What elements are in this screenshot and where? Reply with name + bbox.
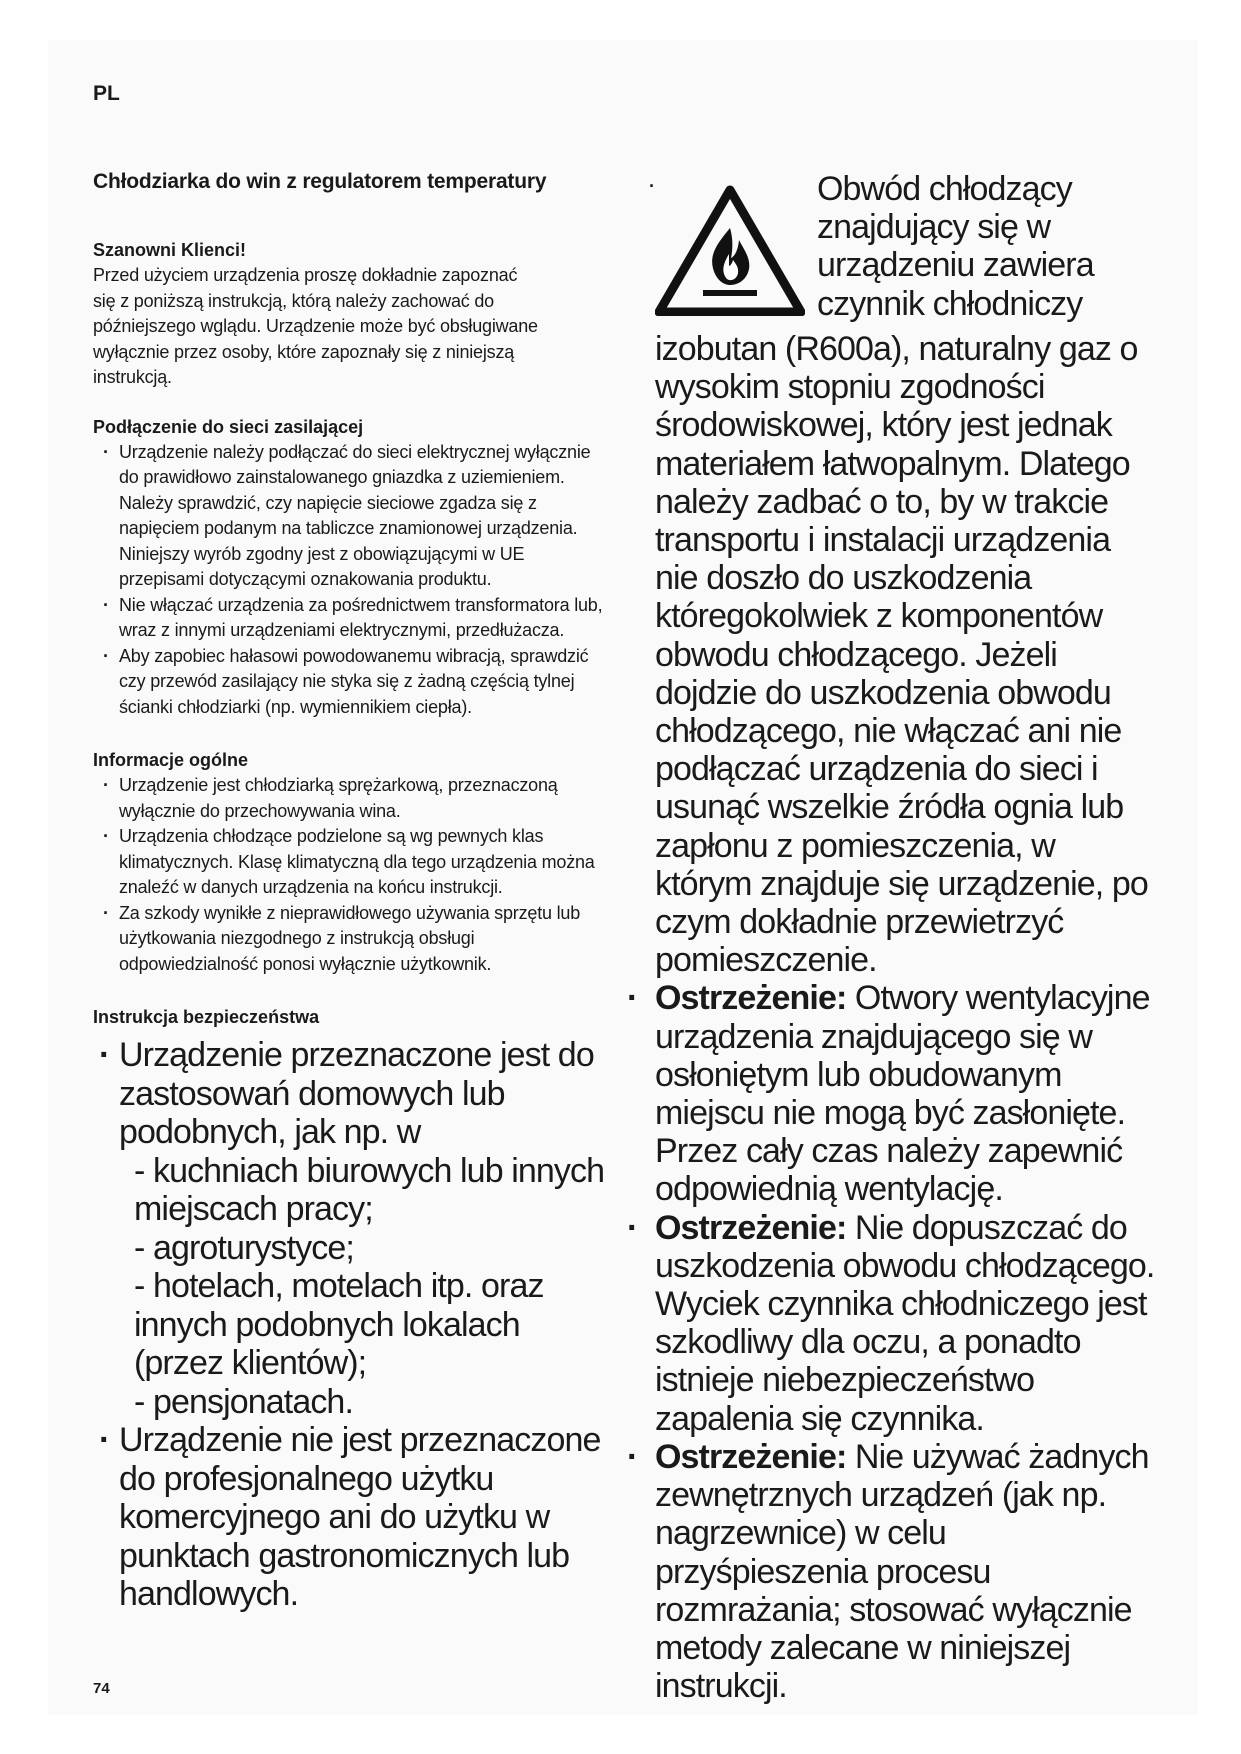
greeting-line: wyłącznie przez osoby, które zapoznały się z niniejszą <box>93 341 515 362</box>
warning-label: Ostrzeżenie: <box>655 1208 847 1247</box>
warning-text: Nie używać żadnych zewnętrznych urządzeń (jak np. nagrzewnice) w celu przyśpieszenia procesu rozmrażania; stosować wyłącznie metody zalecane w niniejszej instrukcji. <box>655 1437 1149 1706</box>
warning-intro: Obwód chłodzący znajdujący się w urządzeniu zawiera czynnik chłodniczy <box>817 170 1094 323</box>
warning-label: Ostrzeżenie: <box>655 979 847 1018</box>
list-item: · Urządzenie należy podłączać do sieci elektrycznej wyłącznie do prawidłowo zainstalowanego gniazdka z uziemieniem. Należy sprawdzić, czy napięcie sieciowe zgadza się z napięciem podanym na tabliczce znamionowej urządzenia. Niniejszy wyrób zgodny jest z obowiązującymi w UE przepisami dotyczącymi oznakowania produktu. <box>93 440 613 593</box>
list-item: · Za szkody wynikłe z nieprawidłowego używania sprzętu lub użytkowania niezgodnego z instrukcją obsługi odpowiedzialność ponosi wyłącznie użytkownik. <box>93 901 613 978</box>
general-list <box>93 773 613 977</box>
list-item <box>93 1036 613 1421</box>
power-heading: Podłączenie do sieci zasilającej <box>93 416 364 437</box>
usage-sublist <box>119 1152 613 1422</box>
list-item: · Nie włączać urządzenia za pośrednictwem transformatora lub, wraz z innymi urządzeniami elektrycznymi, przedłużacza. <box>93 593 613 644</box>
safety-list <box>93 1036 613 1614</box>
warnings-list <box>655 979 1155 1705</box>
list-item: · Aby zapobiec hałasowi powodowanemu wibracją, sprawdzić czy przewód zasilający nie styka się z żadną częścią tylnej ścianki chłodziarki (np. wymiennikiem ciepła). <box>93 644 613 721</box>
sub-item: - kuchniach biurowych lub innych miejscach pracy; <box>134 1151 605 1228</box>
flammable-warning-block: · Obwód chłodzący znajdujący się w urządzeniu zawiera czynnik chłodniczy <box>655 170 1155 330</box>
warning-item <box>655 979 1155 1208</box>
warning-item <box>655 1209 1155 1438</box>
list-item: · Urządzenie jest chłodziarką sprężarkową, przeznaczoną wyłącznie do przechowywania wina. <box>93 773 613 824</box>
greeting-line: instrukcją. <box>93 367 172 387</box>
warning-item <box>655 1438 1155 1705</box>
warning-text: Nie dopuszczać do uszkodzenia obwodu chłodzącego. Wyciek czynnika chłodniczego jest szkodliwy dla oczu, a ponadto istnieje niebezpieczeństwo zapalenia się czynnika. <box>655 1208 1155 1438</box>
list-item: · Urządzenie nie jest przeznaczone do profesjonalnego użytku komercyjnego ani do użytku w punktach gastronomicznych lub handlowych. <box>93 1421 613 1614</box>
greeting-line: Przed użyciem urządzenia proszę dokładnie zapoznać <box>93 265 518 285</box>
safety-item-text: Urządzenie przeznaczone jest do zastosowań domowych lub podobnych, jak np. w <box>119 1036 594 1151</box>
sub-item: - pensjonatach. <box>134 1382 353 1421</box>
flammable-warning-icon <box>655 184 805 316</box>
warning-continuation: izobutan (R600a), naturalny gaz o wysokim stopniu zgodności środowiskowej, który jest jednak materiałem łatwopalnym. Dlatego należy zadbać o to, by w trakcie transportu i instalacji urządzenia nie doszło do uszkodzenia któregokolwiek z komponentów obwodu chłodzącego. Jeżeli dojdzie do uszkodzenia obwodu chłodzącego, nie włączać ani nie podłączać urządzenia do sieci i usunąć wszelkie źródła ognia lub zapłonu z pomieszczenia, w którym znajduje się urządzenie, po czym dokładnie przewietrzyć pomieszczenie. <box>655 330 1148 980</box>
greeting-line: się z poniższą instrukcją, którą należy zachować do <box>93 290 494 311</box>
safety-heading: Instrukcja bezpieczeństwa <box>93 1007 320 1027</box>
sub-item: - agroturystyce; <box>134 1228 354 1267</box>
language-code: PL <box>93 82 120 105</box>
document-title: Chłodziarka do win z regulatorem temperatury <box>93 170 547 193</box>
warning-text: Otwory wentylacyjne urządzenia znajdującego się w osłoniętym lub obudowanym miejscu nie mogą być zasłonięte. Przez cały czas należy zapewnić odpowiednią wentylację. <box>655 979 1150 1209</box>
greeting-heading: Szanowni Klienci! <box>93 240 247 260</box>
greeting-line: późniejszego wglądu. Urządzenie może być obsługiwane <box>93 316 538 336</box>
right-column <box>649 170 1155 1706</box>
general-heading: Informacje ogólne <box>93 750 249 770</box>
left-column <box>93 170 613 1614</box>
power-list <box>93 440 613 721</box>
sub-item: - hotelach, motelach itp. oraz innych podobnych lokalach (przez klientów); <box>134 1267 544 1382</box>
page-number: 74 <box>93 1680 110 1697</box>
warning-label: Ostrzeżenie: <box>655 1437 847 1476</box>
list-item: · Urządzenia chłodzące podzielone są wg pewnych klas klimatycznych. Klasę klimatyczną dla tego urządzenia można znaleźć w danych urządzenia na końcu instrukcji. <box>93 824 613 901</box>
